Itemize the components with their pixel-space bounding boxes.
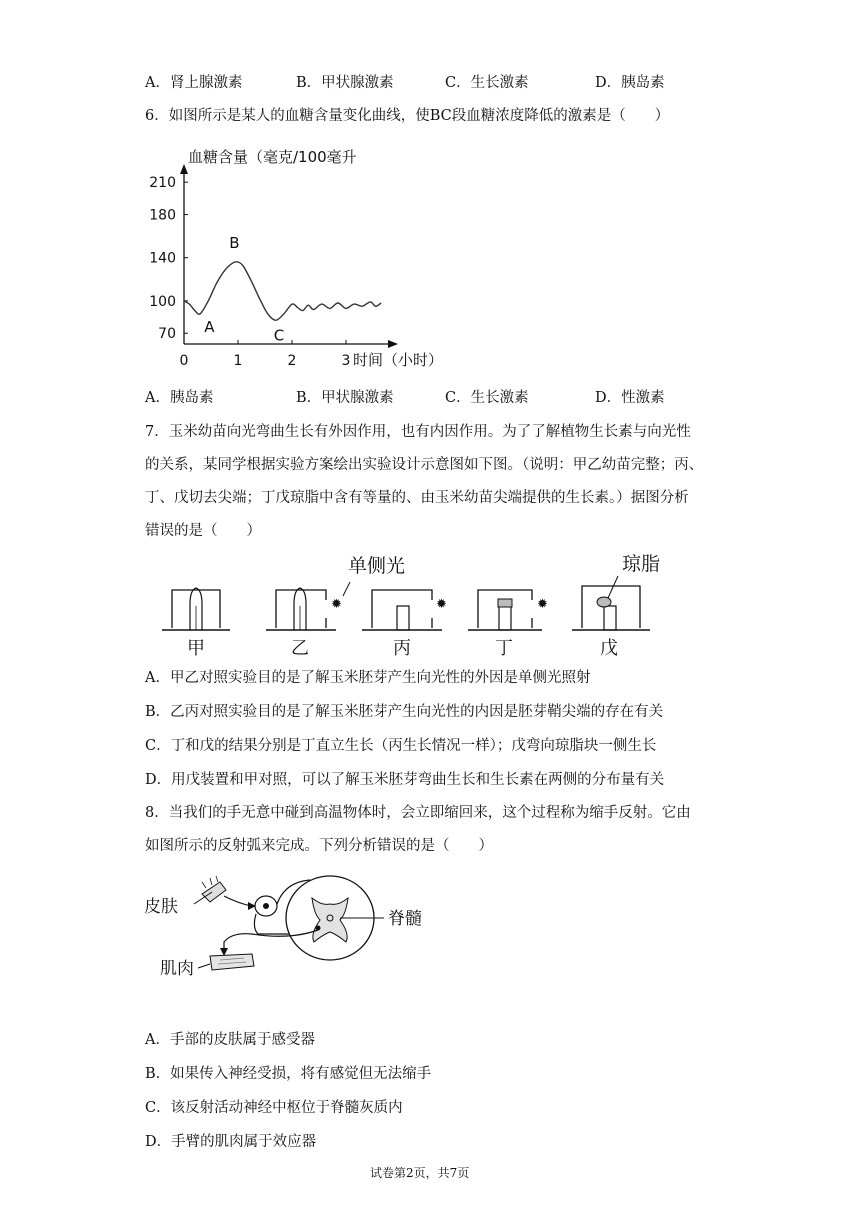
seedling-jia <box>162 588 230 659</box>
q8-stem-line-2: 如图所示的反射弧来完成。下列分析错误的是（ ） <box>145 838 493 854</box>
q8-stem-line-1: 8．当我们的手无意中碰到高温物体时，会立即缩回来，这个过程称为缩手反射。它由 <box>145 805 691 821</box>
label-yi: 乙 <box>291 638 309 659</box>
muscle-label: 肌肉 <box>160 959 194 979</box>
chart-point-label-a: A <box>204 317 215 336</box>
reflex-arc-figure <box>140 868 440 988</box>
seedling-ding <box>468 590 548 659</box>
q6-option-a: A．胰岛素 <box>145 390 214 406</box>
chart-y-tick-label: 140 <box>149 250 176 267</box>
q7-stem-line-4: 错误的是（ ） <box>145 523 261 539</box>
agar-label: 琼脂 <box>622 553 661 575</box>
light-label: 单侧光 <box>348 555 406 577</box>
blood-sugar-chart <box>140 140 460 380</box>
seedling-bing <box>362 590 447 659</box>
label-wu: 戊 <box>600 638 618 659</box>
chart-x-axis-label: 时间（小时） <box>353 351 444 369</box>
chart-x-axis-arrow <box>388 340 398 348</box>
phototropism-figure <box>150 548 670 663</box>
q6-option-c: C．生长激素 <box>445 390 529 406</box>
chart-y-tick-label: 180 <box>149 207 176 224</box>
q8-option-b: B．如果传入神经受损，将有感觉但无法缩手 <box>145 1066 432 1082</box>
q5-option-b: B．甲状腺激素 <box>296 75 394 91</box>
chart-y-tick-label: 70 <box>158 326 176 343</box>
q7-option-d: D．用戊装置和甲对照，可以了解玉米胚芽弯曲生长和生长素在两侧的分布量有关 <box>145 772 665 788</box>
q7-stem-line-2: 的关系，某同学根据实验方案绘出实验设计示意图如下图。（说明：甲乙幼苗完整；丙、 <box>145 457 704 473</box>
q8-option-a: A．手部的皮肤属于感受器 <box>145 1032 315 1048</box>
chart-point-label-c: C <box>273 326 285 345</box>
q5-option-a: A．肾上腺激素 <box>145 75 243 91</box>
q7-option-b: B．乙丙对照实验目的是了解玉米胚芽产生向光性的内因是胚芽鞘尖端的存在有关 <box>145 704 664 720</box>
label-bing: 丙 <box>393 638 411 659</box>
q5-option-d: D．胰岛素 <box>595 75 665 91</box>
page-footer: 试卷第2页，共7页 <box>370 1166 470 1180</box>
q6-option-d: D．性激素 <box>595 390 665 406</box>
skin-block <box>194 876 226 904</box>
chart-y-tick-label: 210 <box>149 175 176 192</box>
spinal-label: 脊髓 <box>388 909 422 929</box>
q8-option-d: D．手臂的肌肉属于效应器 <box>145 1134 317 1150</box>
q7-stem-line-1: 7．玉米幼苗向光弯曲生长有外因作用，也有内因作用。为了了解植物生长素与向光性 <box>145 424 691 440</box>
chart-x-tick-label: 0 <box>179 353 189 369</box>
seedling-wu <box>572 553 660 659</box>
label-ding: 丁 <box>495 638 513 659</box>
q7-option-c: C．丁和戊的结果分别是丁直立生长（丙生长情况一样）；戊弯向琼脂块一侧生长 <box>145 738 657 754</box>
q6-stem: 6．如图所示是某人的血糖含量变化曲线，使BC段血糖浓度降低的激素是（ ） <box>145 108 670 124</box>
chart-y-axis-label: 血糖含量（毫克/100毫升 <box>188 148 357 166</box>
q8-option-c: C．该反射活动神经中枢位于脊髓灰质内 <box>145 1100 403 1116</box>
chart-x-tick-label: 2 <box>287 353 297 369</box>
chart-point-label-b: B <box>229 234 240 253</box>
label-jia: 甲 <box>187 638 205 659</box>
q7-stem-line-3: 丁、戊切去尖端；丁戊琼脂中含有等量的、由玉米幼苗尖端提供的生长素。）据图分析 <box>145 490 689 506</box>
sun-icon-1: ✹ <box>331 597 342 612</box>
sun-icon-3: ✹ <box>537 597 548 612</box>
skin-label: 皮肤 <box>144 897 178 917</box>
chart-y-tick-label: 100 <box>149 293 176 310</box>
chart-series-line <box>184 262 381 321</box>
chart-y-axis-arrow <box>180 164 188 174</box>
chart-x-tick-label: 3 <box>341 353 351 369</box>
seedling-yi <box>266 555 405 659</box>
muscle-block <box>210 954 254 970</box>
q7-option-a: A．甲乙对照实验目的是了解玉米胚芽产生向光性的外因是单侧光照射 <box>145 670 591 686</box>
sun-icon-2: ✹ <box>436 597 447 612</box>
q5-option-c: C．生长激素 <box>445 75 529 91</box>
q6-option-b: B．甲状腺激素 <box>296 390 394 406</box>
chart-x-tick-label: 1 <box>233 353 243 369</box>
